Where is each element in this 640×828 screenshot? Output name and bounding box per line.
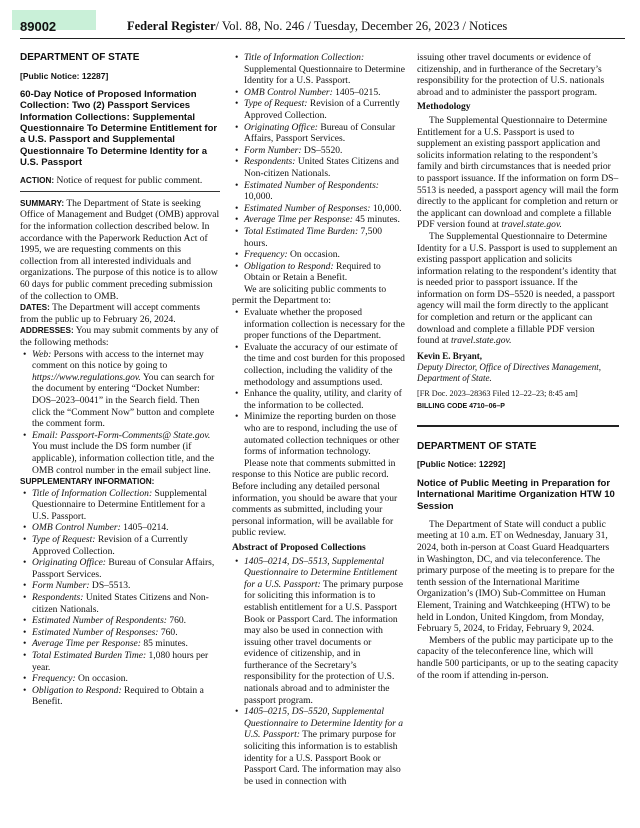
collection-field [232,52,406,87]
collection-field [232,98,406,121]
field-label: Average Time per Response: [32,638,141,650]
agency-heading: DEPARTMENT OF STATE [20,52,140,63]
field-value: 1,080 hours per year. [32,650,209,673]
notice-title-2: Notice of Public Meeting in Preparation for International Maritime Organization HTW 10 Session [417,478,615,512]
public-notice-number-2: [Public Notice: 12292] [417,459,506,470]
field-label: Form Number: [244,144,302,156]
field-value: On occasion. [287,249,340,261]
meeting-paragraph-2: Members of the public may participate up to the capacity of the teleconference line, which will handle 500 participants, or up to the seating capacity of the room if attending in-person. [417,634,619,681]
page-number: 89002 [20,18,57,34]
field-label: OMB Control Number: [32,522,121,534]
abstract-b-text: The primary purpose for soliciting this information is to establish identity for a U.S. Passport Book or Passport Card. The information may also be used in connection with [244,729,401,787]
field-label: Originating Office: [244,121,318,133]
field-value: 45 minutes. [352,214,400,226]
field-label: Obligation to Respond: [244,260,334,272]
collection-field [232,180,406,203]
publication-name: Federal Register [127,18,216,33]
field-label: Average Time per Response: [244,214,353,226]
collection-field [20,638,220,650]
column-2 [232,52,406,787]
field-value: United States Citizens and Non-citizen Nationals. [244,156,399,179]
summary-text: The Department of State is seeking Office of Management and Budget (OMB) approval for the information collection described below. In accordance with the Paperwork Reduction Act of 1995, we are requesting comments on this collection from all interested individuals and organizations. The purpose of this notice is to allow 60 days for public comment preceding submission of the collection to OMB. [20,197,220,302]
collection-field [20,534,220,557]
field-value: 10,000. [370,202,402,214]
divider [20,191,220,192]
addresses-text: You may submit comments by any of the following methods: [20,325,219,348]
collection-field [232,249,406,261]
travel-state-link-1[interactable]: travel.state.gov. [501,219,562,231]
field-value: 85 minutes. [140,638,188,650]
signer-name: Kevin E. Bryant, [417,350,483,361]
methodology-p2-text: The Supplemental Questionnaire to Determine Identity for a U.S. Passport is used to supplement an existing passport application and solicits information relating to the respondent’s identity that is needed prior to passport issuance. If the information on form DS–5520 is needed, a passport agency will mail the form directly to the applicant for completion and return or the applicant can download and complete a fillable PDF version found at [417,230,618,347]
field-label: Total Estimated Time Burden: [244,225,359,237]
field-label: Obligation to Respond: [32,684,122,696]
collection-a-list [20,488,220,708]
abstract-b-continued: issuing other travel documents or evidence of citizenship, and in furtherance of the Secretary’s responsibility for the protection of U.S. nationals abroad and to administer the passport program. [417,52,605,98]
collection-field [20,488,220,523]
field-label: Frequency: [32,673,76,685]
abstract-a-text: The primary purpose for soliciting this information is to establish entitlement for a U.S. Passport Book or Passport Card. The information may also be used in connection with issuing other travel documents or evidence of citizenship, and in furtherance of the Secretary’s responsibility for the protection of U.S. nationals abroad and to administer the passport program. [244,578,403,706]
field-value: Bureau of Consular Affairs, Passport Services. [244,121,396,145]
collection-field [232,156,406,179]
email-address: Email: Passport-Form-Comments@ State.gov. [32,429,211,441]
soliciting-item: • Evaluate the accuracy of our estimate of the time and cost burden for this proposed collection, including the validity of the methodology and assumptions used. [232,342,406,388]
methodology-p1 [417,115,619,231]
web-label: Web: [32,348,52,360]
field-label: Originating Office: [32,557,106,569]
field-value: Revision of a Currently Approved Collection. [244,98,400,121]
field-label: Estimated Number of Respondents: [244,179,379,191]
field-value: 1405–0214. [120,522,169,534]
field-label: Form Number: [32,580,90,592]
field-label: Type of Request: [244,98,308,110]
collection-field [232,214,406,226]
public-notice-number: [Public Notice: 12287] [20,70,109,81]
supp-label: SUPPLEMENTARY INFORMATION: [20,477,155,487]
field-value: DS–5520. [301,144,343,156]
field-label: Estimated Number of Responses: [244,202,371,214]
notice-separator [417,425,619,427]
email-method [20,430,220,476]
collection-field [20,522,220,534]
notice-title: 60-Day Notice of Proposed Information Collection: Two (2) Passport Services Information Collections: Supplemental Questionnaire To Determine Entitlement for a U.S. Passport and Supplemental Questionnaire To Determine Identity for a U.S. Passport [20,89,218,168]
summary-label: SUMMARY: [20,198,65,208]
abstract-a [232,556,406,707]
collection-field [20,557,220,580]
web-method [20,349,220,430]
methodology-p1-text: The Supplemental Questionnaire to Determine Entitlement for a U.S. Passport is used to supplement an existing passport application and solicits information relating to the respondent’s family and birth circumstances that is needed prior to passport issuance. If the information on form DS–5513 is needed, a passport agency will mail the form directly to the applicant for completion and return or the applicant can download and complete a fillable PDF version found at [417,114,619,231]
collection-field [20,627,220,639]
page-header [20,14,625,39]
collection-field [232,203,406,215]
soliciting-item: • Minimize the reporting burden on those who are to respond, including the use of automated collection techniques or other forms of information technology. [232,411,406,457]
addresses-label: ADDRESSES: [20,326,74,336]
column-1 [20,52,220,708]
meeting-paragraph-1: The Department of State will conduct a public meeting at 10 a.m. ET on Wednesday, January 31, 2024, both in-person at Coast Guard Headquarters in Washington, DC, and via teleconference. The primary purpose of the meeting is to prepare for the tenth session of the International Maritime Organization’s (IMO) Sub-Committee on Human Element, Training and Watchkeeping (HTW) to be held in London, United Kingdom, from Monday, February 5, 2024, to Friday, February 9, 2024. [417,518,615,635]
collection-field [20,685,220,708]
travel-state-link-2[interactable]: travel.state.gov. [450,335,512,347]
collection-b-list [232,52,406,284]
column-3 [417,52,619,681]
abstract-heading: Abstract of Proposed Collections [232,541,366,553]
summary-section [20,198,220,302]
collection-field [232,261,406,284]
web-instructions: You can search for the document by entering “Docket Number: DOS–2023–0041” in the Search field. Then click the “Comment Now” button and complete the comment form. [32,371,215,430]
methodology-heading: Methodology [417,101,471,113]
collection-field [232,145,406,157]
field-value: Required to Obtain a Benefit. [32,684,204,708]
field-value: 1405–0215. [332,86,381,98]
collection-field [20,592,220,615]
field-label: OMB Control Number: [244,86,333,98]
soliciting-list [232,307,406,458]
action-label: ACTION: [20,176,55,186]
issue-info: / Vol. 88, No. 246 / Tuesday, December 26, 2023 / Notices [215,18,508,33]
field-label: Type of Request: [32,534,96,546]
collection-field [20,615,220,627]
regulations-link[interactable]: https://www.regulations.gov. [32,371,141,383]
abstract-a-label: 1405–0214, DS–5513, Supplemental Questionnaire to Determine Entitlement for a U.S. Passport: [244,555,398,590]
collection-field [232,87,406,99]
fr-doc-line: [FR Doc. 2023–28363 Filed 12–22–23; 8:45 am] [417,388,578,398]
dates-label: DATES: [20,303,50,313]
field-value: 10,000. [244,191,273,203]
soliciting-intro: We are soliciting public comments to permit the Department to: [232,283,387,307]
addresses-section [20,325,220,348]
field-value: Supplemental Questionnaire to Determine Identity for a U.S. Passport. [244,63,405,87]
field-value: 760. [166,615,187,627]
field-label: Title of Information Collection: [32,487,153,499]
field-value: United States Citizens and Non-citizen Nationals. [32,592,209,615]
collection-field [20,580,220,592]
web-text: Persons with access to the internet may comment on this notice by going to [32,348,204,372]
field-value: 760. [158,626,178,638]
supplementary-label [20,476,220,488]
field-value: Revision of a Currently Approved Collection. [32,534,188,557]
collection-field [232,122,406,145]
field-value: Bureau of Consular Affairs, Passport Services. [32,557,215,580]
methodology-p2 [417,231,619,347]
field-label: Estimated Number of Respondents: [32,615,167,627]
dates-text: The Department will accept comments from the public up to February 26, 2024. [20,302,201,325]
action-section [20,175,220,187]
field-value: 7,500 hours. [244,225,382,249]
field-value: DS–5513. [89,580,131,592]
soliciting-item: • Enhance the quality, utility, and clarity of the information to be collected. [232,388,406,411]
collection-field [232,226,406,249]
public-record-note: Please note that comments submitted in response to this Notice are public record. Before including any detailed personal information, you should be aware that your comments as submitted, including your personal information, will be available for public review. [232,457,398,539]
email-text: You must include the DS form number (if applicable), information collection title, and the OMB control number in the email subject line. [32,441,215,476]
billing-code: BILLING CODE 4710–06–P [417,403,505,411]
field-label: Estimated Number of Responses: [32,626,159,638]
field-label: Total Estimated Burden Time: [32,650,147,662]
field-value: On occasion. [75,673,128,685]
collection-field [20,650,220,673]
field-value: Required to Obtain or Retain a Benefit. [244,260,381,284]
field-label: Respondents: [32,592,84,604]
field-label: Title of Information Collection: [244,52,365,63]
soliciting-item: • Evaluate whether the proposed information collection is necessary for the proper functions of the Department. [232,307,406,342]
agency-heading-2: DEPARTMENT OF STATE [417,440,537,452]
abstract-b [232,706,406,787]
field-label: Respondents: [244,156,296,168]
field-label: Frequency: [244,249,288,261]
abstract-b-label: 1405–0215, DS–5520, Supplemental Questionnaire to Determine Identity for a U.S. Passport: [244,706,403,741]
field-value: Supplemental Questionnaire to Determine Entitlement for a U.S. Passport. [32,487,208,522]
action-text: Notice of request for public comment. [54,175,203,187]
collection-field [20,673,220,685]
dates-section [20,302,220,325]
signer-title: Deputy Director, Office of Directives Management, Department of State. [417,362,602,384]
